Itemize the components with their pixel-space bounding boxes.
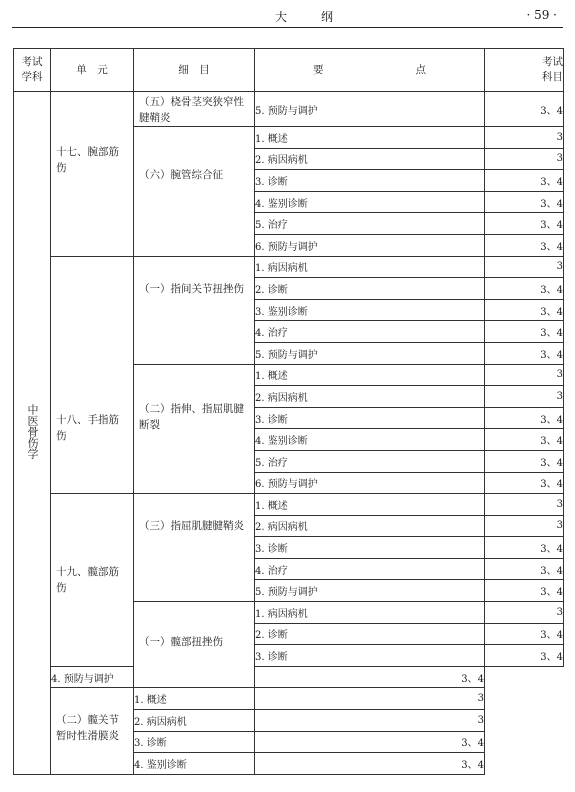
exam-grade-cell: 3 [485, 127, 564, 149]
col-header-detail: 细 目 [134, 49, 255, 92]
exam-grade-cell: 3、4 [485, 472, 564, 494]
detail-cell [134, 92, 255, 127]
exam-grade-cell: 3、4 [485, 450, 564, 472]
detail-cell [134, 256, 255, 364]
detail-cell [134, 127, 255, 257]
exam-grade-cell: 3、4 [485, 234, 564, 256]
exam-grade-cell: 3、4 [485, 170, 564, 192]
point-cell: 4. 预防与调护 [51, 666, 134, 688]
unit-cell [51, 256, 134, 494]
exam-grade-cell: 3、4 [255, 666, 485, 688]
exam-grade-cell: 3 [255, 710, 485, 732]
detail-cell [134, 494, 255, 602]
point-cell: 6. 预防与调护 [255, 234, 485, 256]
exam-grade-cell: 3 [485, 256, 564, 278]
table-header-row [14, 49, 564, 92]
exam-grade-cell: 3、4 [485, 580, 564, 602]
subject-label: 中医骨伤学 [26, 404, 39, 459]
exam-grade-cell: 3、4 [485, 321, 564, 343]
page-number: · 59 · [526, 8, 557, 22]
exam-grade-cell: 3、4 [485, 537, 564, 559]
detail-label: （一）髋部扭挫伤 [139, 636, 223, 649]
syllabus-table [13, 48, 564, 775]
table-row [14, 666, 564, 688]
point-cell: 4. 鉴别诊断 [255, 191, 485, 213]
exam-grade-cell: 3、4 [485, 342, 564, 364]
table-row [14, 92, 564, 127]
exam-grade-cell: 3、4 [485, 299, 564, 321]
exam-grade-cell: 3 [485, 148, 564, 170]
point-cell: 1. 病因病机 [255, 256, 485, 278]
exam-grade-cell: 3、4 [485, 645, 564, 667]
detail-label: （三）指屈肌腱腱鞘炎 [139, 520, 244, 533]
page-header [12, 0, 563, 28]
col-header-unit: 单 元 [51, 49, 134, 92]
exam-grade-cell: 3、4 [255, 731, 485, 753]
detail-label: （二）髋关节暂时性滑膜炎 [56, 714, 119, 743]
point-cell: 3. 诊断 [255, 645, 485, 667]
point-cell: 5. 治疗 [255, 450, 485, 472]
exam-grade-cell: 3、4 [485, 191, 564, 213]
table-row [14, 688, 564, 710]
unit-cell [51, 92, 134, 257]
detail-cell [51, 688, 134, 774]
unit-label: 十七、腕部筋伤 [56, 146, 119, 174]
point-cell: 1. 概述 [134, 688, 255, 710]
exam-grade-cell: 3、4 [485, 92, 564, 127]
point-cell: 4. 鉴别诊断 [255, 429, 485, 451]
unit-label: 十八、手指筋伤 [56, 413, 119, 442]
running-title-right: 纲 [321, 10, 334, 24]
running-title-left: 大 [275, 10, 288, 24]
table-row [14, 494, 564, 516]
point-cell: 2. 诊断 [255, 623, 485, 645]
point-cell: 4. 治疗 [255, 321, 485, 343]
col-header-subject: 考试 学科 [14, 49, 51, 92]
point-cell: 2. 病因病机 [255, 386, 485, 408]
point-cell: 5. 治疗 [255, 213, 485, 235]
col-header-points: 要 点 [255, 49, 485, 92]
exam-grade-cell: 3 [485, 386, 564, 408]
point-cell: 3. 鉴别诊断 [255, 299, 485, 321]
point-cell: 6. 预防与调护 [255, 472, 485, 494]
exam-grade-cell: 3、4 [485, 429, 564, 451]
point-cell: 4. 治疗 [255, 558, 485, 580]
detail-cell [134, 364, 255, 494]
unit-label: 十九、髋部筋伤 [56, 566, 119, 595]
point-cell: 3. 诊断 [255, 170, 485, 192]
point-cell: 1. 概述 [255, 127, 485, 149]
point-cell: 1. 病因病机 [255, 602, 485, 624]
detail-label: （五）桡骨茎突狭窄性腱鞘炎 [139, 96, 244, 124]
detail-label: （二）指伸、指屈肌腱断裂 [139, 402, 244, 431]
point-cell: 5. 预防与调护 [255, 580, 485, 602]
detail-label: （六）腕管综合征 [139, 169, 223, 181]
unit-cell [51, 494, 134, 667]
point-cell: 3. 诊断 [255, 537, 485, 559]
point-cell: 2. 病因病机 [255, 515, 485, 537]
col-header-exam: 考试 科目 [485, 49, 564, 92]
exam-grade-cell: 3 [255, 688, 485, 710]
exam-grade-cell: 3 [485, 494, 564, 516]
exam-grade-cell: 3、4 [485, 213, 564, 235]
point-cell: 4. 鉴别诊断 [134, 753, 255, 775]
point-cell: 2. 诊断 [255, 278, 485, 300]
detail-label: （一）指间关节扭挫伤 [139, 282, 244, 295]
point-cell: 1. 概述 [255, 494, 485, 516]
point-cell: 3. 诊断 [134, 731, 255, 753]
exam-grade-cell: 3、4 [485, 278, 564, 300]
point-cell: 2. 病因病机 [134, 710, 255, 732]
exam-grade-cell: 3、4 [485, 407, 564, 429]
detail-cell [134, 602, 255, 688]
exam-grade-cell: 3 [485, 364, 564, 386]
point-cell: 5. 预防与调护 [255, 342, 485, 364]
table-row [14, 256, 564, 278]
point-cell: 1. 概述 [255, 364, 485, 386]
point-cell: 2. 病因病机 [255, 148, 485, 170]
point-cell: 3. 诊断 [255, 407, 485, 429]
subject-cell [14, 92, 51, 775]
exam-grade-cell: 3 [485, 602, 564, 624]
point-cell: 5. 预防与调护 [255, 92, 485, 127]
exam-grade-cell: 3、4 [255, 753, 485, 775]
exam-grade-cell: 3 [485, 515, 564, 537]
exam-grade-cell: 3、4 [485, 623, 564, 645]
exam-grade-cell: 3、4 [485, 558, 564, 580]
running-title [275, 8, 333, 25]
